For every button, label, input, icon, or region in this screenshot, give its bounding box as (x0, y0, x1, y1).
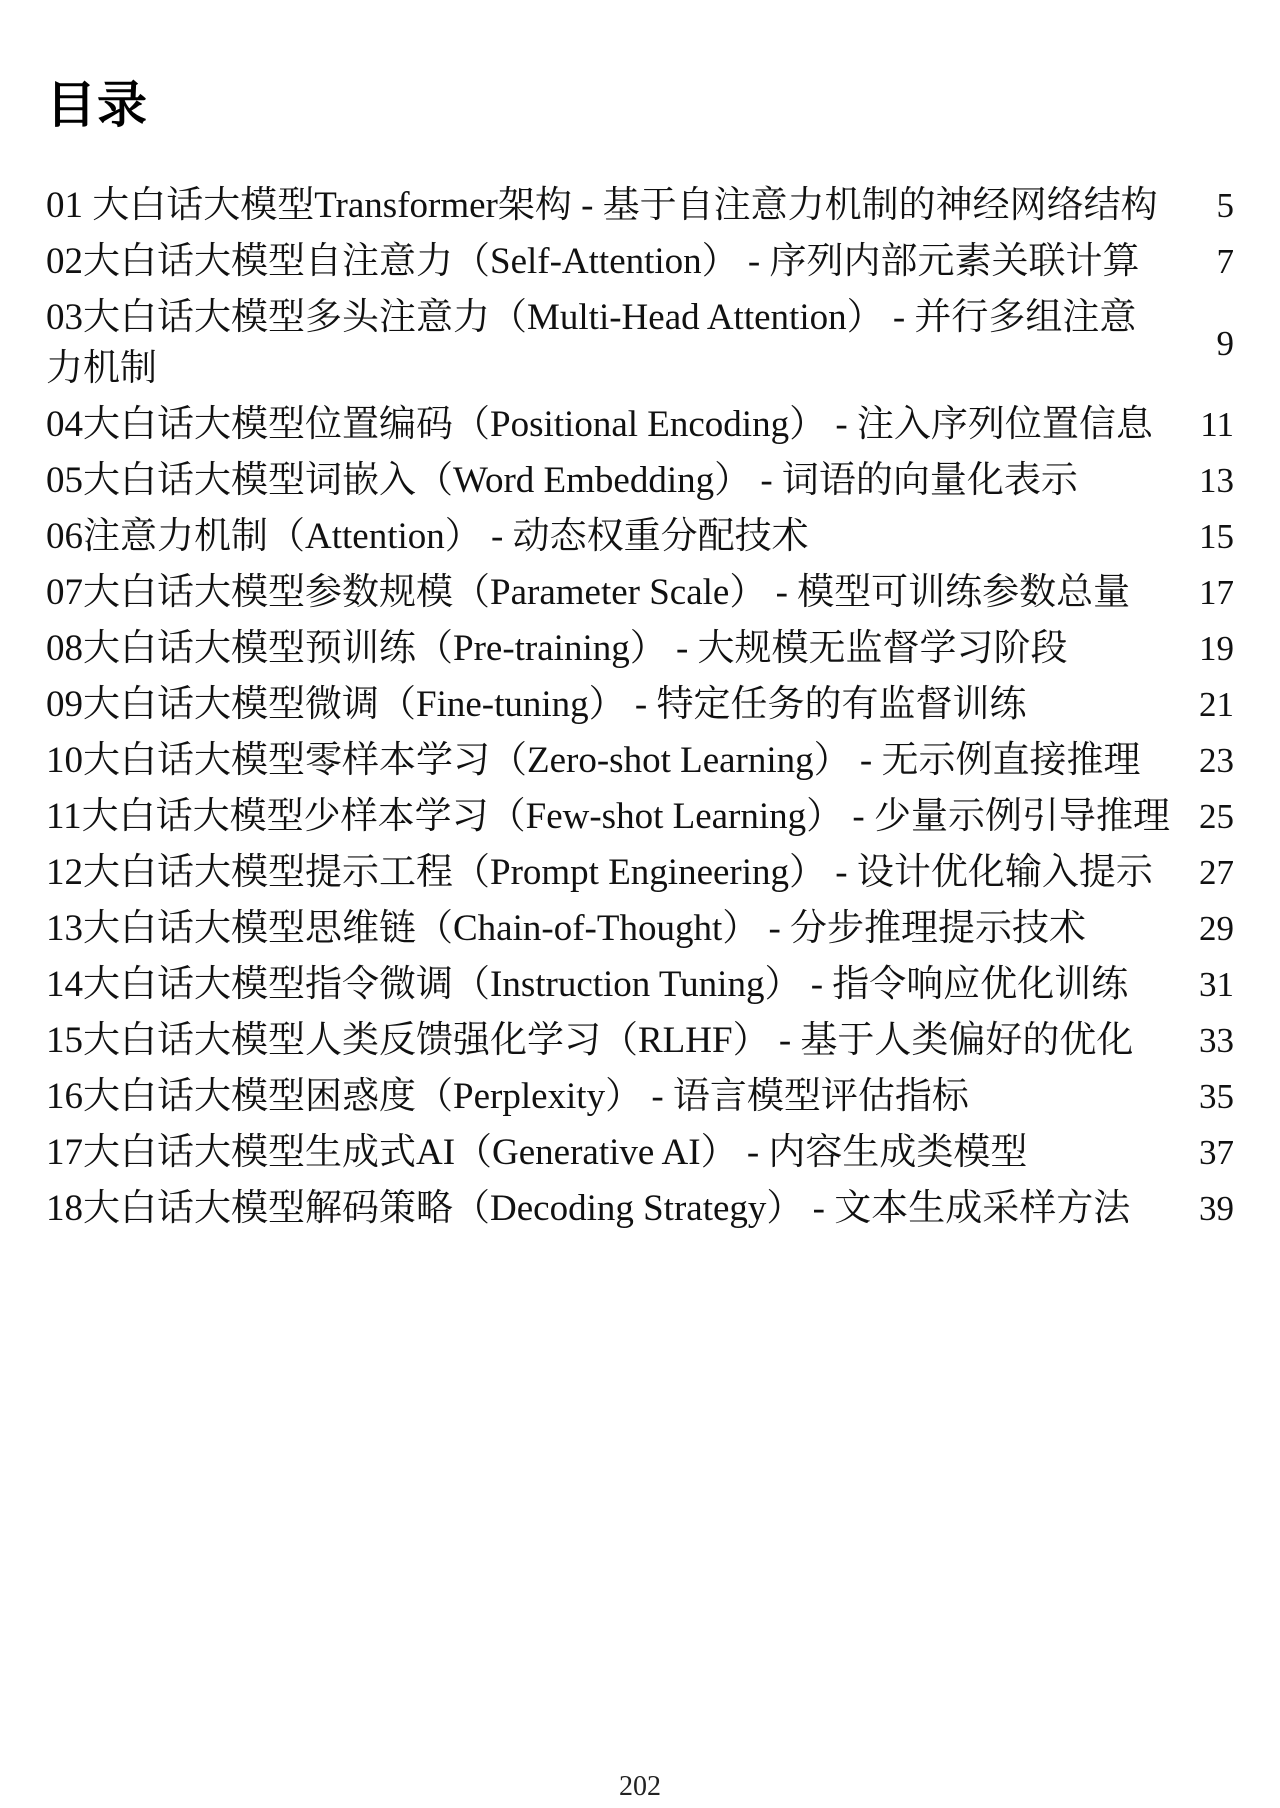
toc-entry[interactable] (46, 845, 1234, 901)
toc-entry-page-number: 17 (1199, 573, 1234, 612)
toc-entry[interactable] (46, 1181, 1234, 1237)
toc-entry-page-number: 39 (1199, 1189, 1234, 1228)
toc-entry-page-number: 7 (1216, 242, 1234, 281)
toc-entry[interactable] (46, 621, 1234, 677)
toc-entry-page-number: 19 (1199, 629, 1234, 668)
toc-entry[interactable] (46, 733, 1234, 789)
toc-entry-page-number: 21 (1199, 685, 1234, 724)
toc-entry-title: 15大白话大模型人类反馈强化学习（RLHF） - 基于人类偏好的优化 (46, 1020, 1134, 1061)
toc-entry-title: 13大白话大模型思维链（Chain-of-Thought） - 分步推理提示技术 (46, 908, 1087, 949)
toc-entry[interactable] (46, 1125, 1234, 1181)
toc-entry[interactable] (46, 509, 1234, 565)
toc-entry[interactable] (46, 397, 1234, 453)
toc-entry-page-number: 31 (1199, 965, 1234, 1004)
toc-entry-page-number: 15 (1199, 517, 1234, 556)
toc-entry-title: 07大白话大模型参数规模（Parameter Scale） - 模型可训练参数总量 (46, 572, 1131, 613)
toc-entry-title: 05大白话大模型词嵌入（Word Embedding） - 词语的向量化表示 (46, 460, 1078, 501)
toc-entry-page-number: 27 (1199, 853, 1234, 892)
toc-entry-title: 06注意力机制（Attention） - 动态权重分配技术 (46, 516, 809, 557)
toc-entry-title: 14大白话大模型指令微调（Instruction Tuning） - 指令响应优化训练 (46, 964, 1129, 1005)
toc-entry-title: 17大白话大模型生成式AI（Generative AI） - 内容生成类模型 (46, 1132, 1028, 1173)
toc-entry-title: 10大白话大模型零样本学习（Zero-shot Learning） - 无示例直接推理 (46, 740, 1141, 781)
toc-entry-title: 12大白话大模型提示工程（Prompt Engineering） - 设计优化输入提示 (46, 852, 1153, 893)
toc-entry[interactable] (46, 789, 1234, 845)
toc-entry-page-number: 9 (1216, 323, 1234, 363)
toc-entry[interactable] (46, 677, 1234, 733)
toc-entry-title: 02大白话大模型自注意力（Self-Attention） - 序列内部元素关联计算 (46, 241, 1140, 282)
toc-entry-title: 11大白话大模型少样本学习（Few-shot Learning） - 少量示例引导推理 (46, 796, 1170, 837)
toc-entry-page-number: 11 (1200, 405, 1234, 444)
page-footer-number: 202 (619, 1771, 661, 1802)
toc-entry[interactable] (46, 453, 1234, 509)
toc-entry-page-number: 23 (1199, 741, 1234, 780)
toc-entry-title: 08大白话大模型预训练（Pre-training） - 大规模无监督学习阶段 (46, 628, 1068, 669)
toc-entry[interactable] (46, 234, 1234, 290)
toc-entry-title: 03大白话大模型多头注意力（Multi-Head Attention） - 并行多组注意力机制 (46, 297, 1137, 389)
toc-entry[interactable] (46, 1069, 1234, 1125)
toc-entry[interactable] (46, 565, 1234, 621)
toc-entry[interactable] (46, 1013, 1234, 1069)
toc-entry-page-number: 29 (1199, 909, 1234, 948)
toc-entry[interactable] (46, 957, 1234, 1013)
toc-entry[interactable] (46, 290, 1234, 397)
toc-entry-title: 09大白话大模型微调（Fine-tuning） - 特定任务的有监督训练 (46, 684, 1027, 725)
toc-entry-page-number: 13 (1199, 461, 1234, 500)
toc-entry-title: 04大白话大模型位置编码（Positional Encoding） - 注入序列位置信息 (46, 404, 1153, 445)
toc-entry-page-number: 25 (1199, 797, 1234, 836)
toc-list (46, 178, 1234, 1237)
toc-entry-page-number: 5 (1216, 186, 1234, 225)
toc-entry[interactable] (46, 178, 1234, 234)
toc-entry-page-number: 37 (1199, 1133, 1234, 1172)
toc-entry-page-number: 33 (1199, 1021, 1234, 1060)
toc-entry-title: 18大白话大模型解码策略（Decoding Strategy） - 文本生成采样方法 (46, 1188, 1131, 1229)
toc-entry-page-number: 35 (1199, 1077, 1234, 1116)
toc-title: 目录 (46, 76, 148, 134)
toc-entry-title: 01 大白话大模型Transformer架构 - 基于自注意力机制的神经网络结构 (46, 185, 1158, 226)
toc-entry-title: 16大白话大模型困惑度（Perplexity） - 语言模型评估指标 (46, 1076, 969, 1117)
toc-entry[interactable] (46, 901, 1234, 957)
